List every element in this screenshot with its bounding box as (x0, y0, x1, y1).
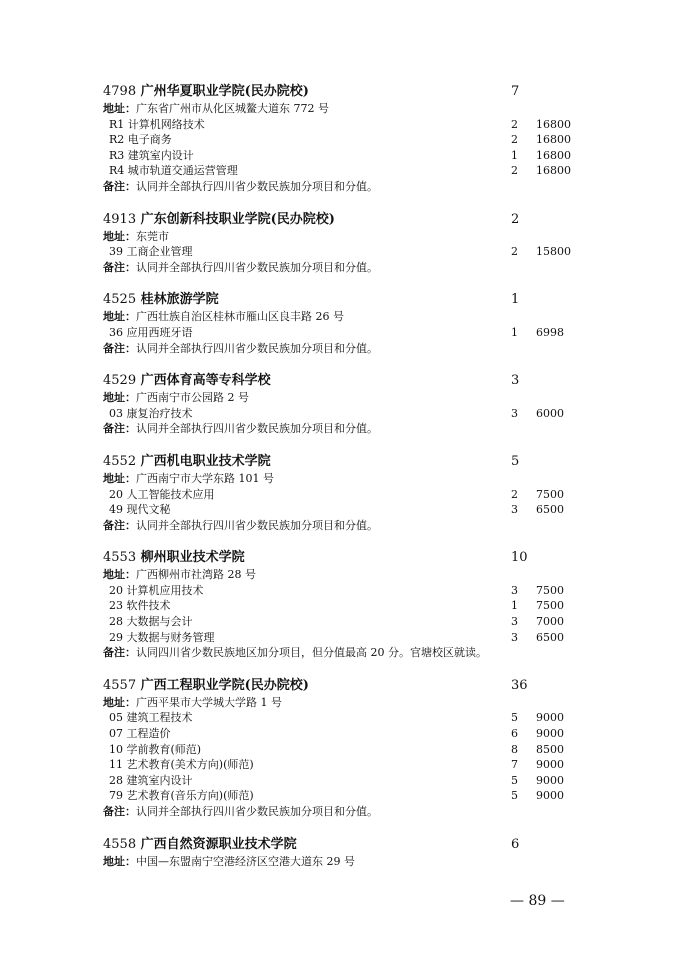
school-note (103, 645, 583, 661)
note-text: 认同并全部执行四川省少数民族加分项目和分值。 (136, 341, 378, 355)
school-name: 柳州职业技术学院 (140, 550, 245, 566)
note-label: 备注： (103, 518, 136, 532)
school-address (103, 854, 583, 870)
school-address (103, 229, 583, 245)
address-text: 广西南宁市公园路 2 号 (136, 391, 249, 405)
school-code: 4552 (103, 453, 137, 469)
major-name: 康复治疗技术 (126, 406, 193, 420)
major-plan-count: 2 (511, 133, 518, 147)
major-name: 建筑工程技术 (126, 711, 193, 725)
major-row (103, 132, 583, 148)
note-label: 备注： (103, 260, 136, 274)
school-code: 4913 (103, 211, 137, 227)
major-plan-count: 1 (511, 599, 518, 613)
major-plan-count: 2 (511, 117, 518, 131)
major-tuition: 6000 (536, 406, 564, 420)
school-address (103, 309, 583, 325)
major-code: 20 (109, 583, 123, 597)
major-code: R3 (109, 148, 125, 162)
school-name: 广东创新科技职业学院(民办院校) (140, 211, 335, 227)
note-label: 备注： (103, 422, 136, 436)
school-plan-count: 7 (511, 84, 520, 99)
school-code: 4529 (103, 373, 137, 389)
major-code: R4 (109, 164, 125, 178)
school-code: 4558 (103, 836, 137, 852)
major-row (103, 325, 583, 341)
school-plan-count: 2 (511, 211, 520, 227)
school-name: 桂林旅游学院 (140, 292, 219, 308)
note-text: 认同并全部执行四川省少数民族加分项目和分值。 (136, 260, 378, 274)
major-code: R2 (109, 133, 125, 147)
major-plan-count: 2 (511, 164, 518, 178)
major-plan-count: 8 (511, 742, 518, 756)
major-plan-count: 5 (511, 789, 518, 803)
major-tuition: 9000 (536, 758, 564, 772)
school-address (103, 390, 583, 406)
major-tuition: 6500 (536, 503, 564, 517)
address-label: 地址： (103, 695, 136, 709)
note-text: 认同并全部执行四川省少数民族加分项目和分值。 (136, 518, 378, 532)
major-tuition: 8500 (536, 742, 564, 756)
address-text: 广西平果市大学城大学路 1 号 (136, 695, 282, 709)
major-plan-count: 2 (511, 245, 518, 259)
note-text: 认同并全部执行四川省少数民族加分项目和分值。 (136, 422, 378, 436)
major-tuition: 7500 (536, 583, 564, 597)
major-tuition: 9000 (536, 773, 564, 787)
major-name: 建筑室内设计 (127, 148, 194, 162)
school-title (103, 290, 583, 309)
major-name: 人工智能技术应用 (126, 487, 215, 501)
school-title (103, 548, 583, 567)
major-name: 工程造价 (126, 727, 171, 741)
major-plan-count: 2 (511, 487, 518, 501)
major-name: 艺术教育(音乐方向)(师范) (126, 789, 254, 803)
major-tuition: 7000 (536, 615, 564, 629)
major-tuition: 16800 (536, 164, 571, 178)
major-name: 现代文秘 (126, 503, 171, 517)
address-text: 广西壮族自治区桂林市雁山区良丰路 26 号 (136, 310, 344, 324)
major-name: 学前教育(师范) (126, 742, 202, 756)
major-tuition: 7500 (536, 599, 564, 613)
school-block (103, 290, 583, 356)
school-plan-count: 5 (511, 453, 520, 469)
major-row (103, 757, 583, 773)
school-title (103, 210, 583, 229)
school-name: 广州华夏职业学院(民办院校) (140, 84, 309, 99)
school-note (103, 179, 583, 195)
major-code: 28 (109, 615, 123, 629)
major-name: 建筑室内设计 (126, 773, 193, 787)
address-text: 广西柳州市社湾路 28 号 (136, 568, 256, 582)
major-name: 计算机网络技术 (127, 117, 205, 131)
major-tuition: 9000 (536, 727, 564, 741)
note-text: 认同并全部执行四川省少数民族加分项目和分值。 (136, 179, 378, 193)
school-address (103, 567, 583, 583)
major-row (103, 742, 583, 758)
major-code: 10 (109, 742, 123, 756)
major-plan-count: 1 (511, 325, 518, 339)
major-tuition: 16800 (536, 133, 571, 147)
school-plan-count: 10 (511, 550, 528, 566)
school-title (103, 452, 583, 471)
major-code: R1 (109, 117, 125, 131)
school-code: 4557 (103, 677, 137, 693)
school-note (103, 804, 583, 820)
major-code: 11 (109, 758, 123, 772)
major-plan-count: 5 (511, 711, 518, 725)
school-block (103, 210, 583, 276)
major-tuition: 9000 (536, 711, 564, 725)
major-tuition: 6998 (536, 325, 564, 339)
major-row (103, 487, 583, 503)
address-label: 地址： (103, 391, 136, 405)
school-note (103, 260, 583, 276)
major-code: 28 (109, 773, 123, 787)
school-name: 广西工程职业学院(民办院校) (140, 677, 309, 693)
major-row (103, 773, 583, 789)
major-plan-count: 3 (511, 630, 518, 644)
major-code: 03 (109, 406, 123, 420)
school-plan-count: 36 (511, 677, 528, 693)
major-code: 29 (109, 630, 123, 644)
school-title (103, 676, 583, 695)
page-number: — 89 — (510, 893, 565, 909)
school-address (103, 101, 583, 117)
school-code: 4525 (103, 292, 137, 308)
address-label: 地址： (103, 102, 136, 115)
major-row (103, 163, 583, 179)
major-plan-count: 7 (511, 758, 518, 772)
school-block (103, 452, 583, 533)
major-code: 07 (109, 727, 123, 741)
major-tuition: 16800 (536, 117, 571, 131)
address-label: 地址： (103, 471, 136, 485)
school-address (103, 471, 583, 487)
school-plan-count: 6 (511, 836, 520, 852)
major-plan-count: 3 (511, 406, 518, 420)
school-code: 4798 (103, 84, 137, 99)
school-note (103, 421, 583, 437)
school-note (103, 518, 583, 534)
major-name: 城市轨道交通运营管理 (127, 164, 238, 178)
major-row (103, 788, 583, 804)
school-name: 广西体育高等专科学校 (140, 373, 271, 389)
address-text: 东莞市 (136, 229, 169, 243)
school-plan-count: 1 (511, 292, 520, 308)
major-name: 大数据与财务管理 (126, 630, 215, 644)
address-label: 地址： (103, 854, 136, 868)
major-row (103, 406, 583, 422)
major-plan-count: 3 (511, 503, 518, 517)
document-body (103, 82, 583, 884)
note-text: 认同并全部执行四川省少数民族加分项目和分值。 (136, 805, 378, 818)
school-code: 4553 (103, 550, 137, 566)
major-plan-count: 1 (511, 148, 518, 162)
major-code: 20 (109, 487, 123, 501)
major-row (103, 117, 583, 133)
school-block (103, 548, 583, 661)
major-plan-count: 3 (511, 615, 518, 629)
note-label: 备注： (103, 341, 136, 355)
note-label: 备注： (103, 179, 136, 193)
major-row (103, 710, 583, 726)
major-plan-count: 3 (511, 583, 518, 597)
major-name: 工商企业管理 (126, 245, 193, 259)
major-row (103, 502, 583, 518)
major-code: 49 (109, 503, 123, 517)
major-tuition: 6500 (536, 630, 564, 644)
school-block (103, 371, 583, 437)
major-plan-count: 6 (511, 727, 518, 741)
address-label: 地址： (103, 310, 136, 324)
address-text: 广西南宁市大学东路 101 号 (136, 471, 274, 485)
major-row (103, 598, 583, 614)
major-name: 电子商务 (127, 133, 172, 147)
school-title (103, 82, 583, 101)
major-code: 23 (109, 599, 123, 613)
major-row (103, 614, 583, 630)
major-name: 艺术教育(美术方向)(师范) (126, 758, 254, 772)
major-plan-count: 5 (511, 773, 518, 787)
note-label: 备注： (103, 646, 136, 660)
school-note (103, 341, 583, 357)
note-text: 认同四川省少数民族地区加分项目，但分值最高 20 分。官塘校区就读。 (136, 646, 487, 660)
major-tuition: 9000 (536, 789, 564, 803)
major-tuition: 7500 (536, 487, 564, 501)
major-code: 79 (109, 789, 123, 803)
school-title (103, 835, 583, 854)
school-block (103, 835, 583, 870)
major-name: 大数据与会计 (126, 615, 193, 629)
major-tuition: 16800 (536, 148, 571, 162)
major-row (103, 583, 583, 599)
major-row (103, 630, 583, 646)
address-text: 广东省广州市从化区城鳌大道东 772 号 (136, 102, 329, 115)
school-block (103, 82, 583, 195)
major-name: 计算机应用技术 (126, 583, 204, 597)
major-code: 36 (109, 325, 123, 339)
major-row (103, 726, 583, 742)
school-title (103, 371, 583, 390)
major-code: 05 (109, 711, 123, 725)
address-text: 中国—东盟南宁空港经济区空港大道东 29 号 (136, 854, 355, 868)
major-row (103, 244, 583, 260)
school-name: 广西自然资源职业技术学院 (140, 836, 297, 852)
address-label: 地址： (103, 568, 136, 582)
address-label: 地址： (103, 229, 136, 243)
school-block (103, 676, 583, 820)
school-address (103, 695, 583, 711)
note-label: 备注： (103, 805, 136, 818)
major-code: 39 (109, 245, 123, 259)
school-name: 广西机电职业技术学院 (140, 453, 271, 469)
major-name: 应用西班牙语 (126, 325, 193, 339)
major-tuition: 15800 (536, 245, 571, 259)
major-name: 软件技术 (126, 599, 171, 613)
major-row (103, 148, 583, 164)
school-plan-count: 3 (511, 373, 520, 389)
